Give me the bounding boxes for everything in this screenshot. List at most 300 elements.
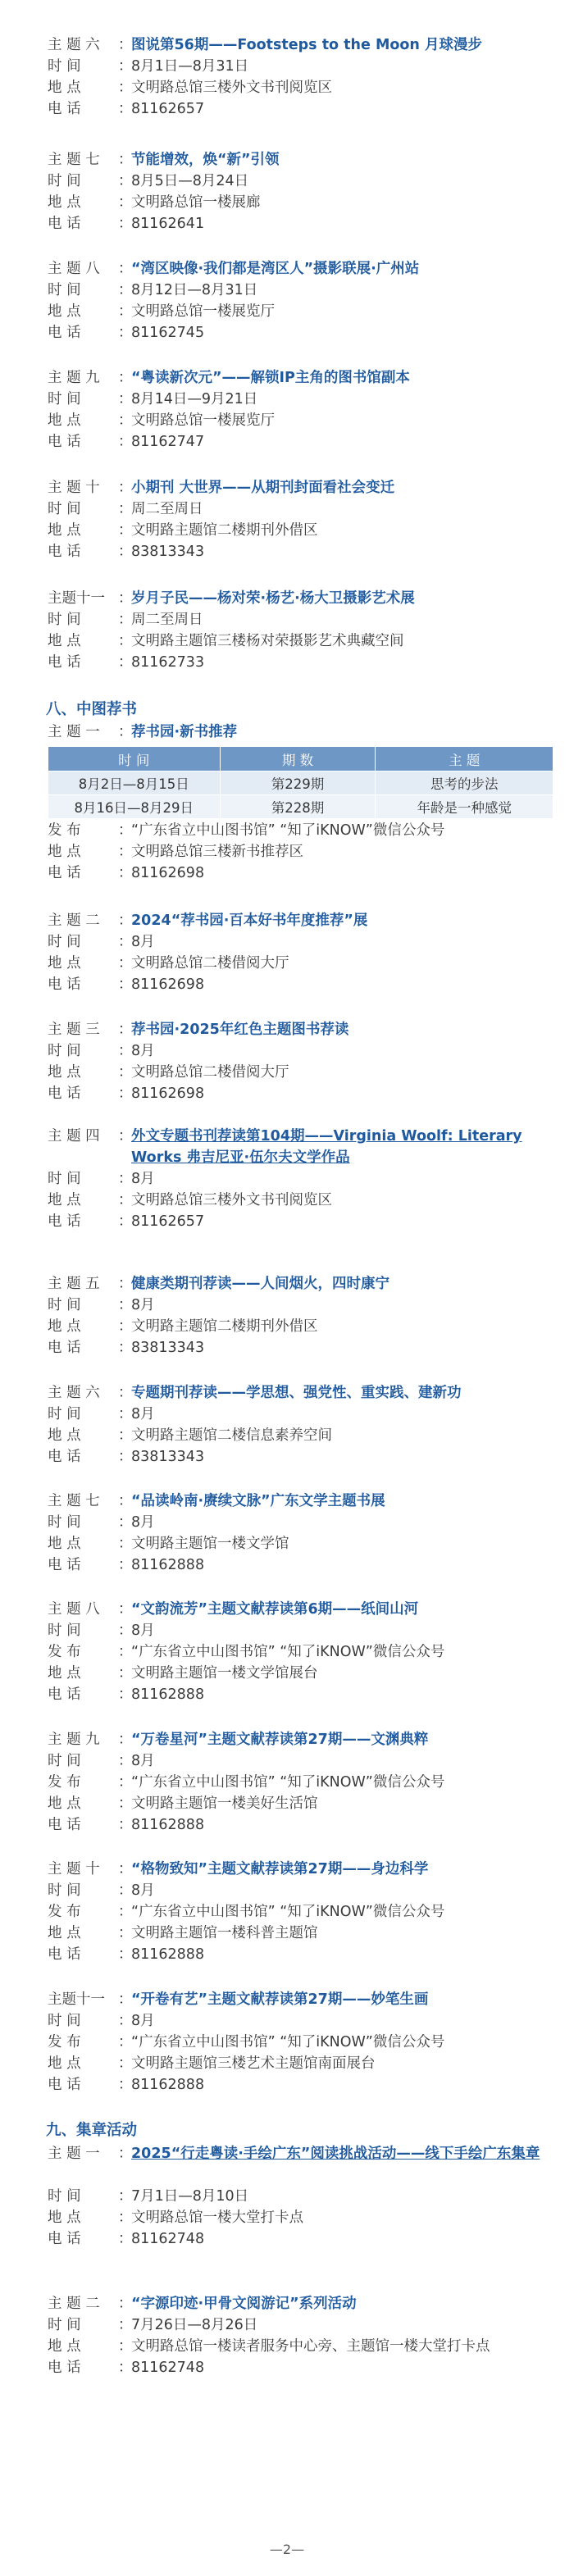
recommend-4-theme-colon: ： [118, 1128, 133, 1145]
book-recommend-table [48, 746, 554, 819]
recommend-7-time-colon: ： [118, 1514, 133, 1531]
recommend-8-theme-row [48, 1599, 552, 1620]
recommend-4-time-value: 8月 [131, 1171, 155, 1187]
exhibit-7-time-label: 时 间 [48, 173, 81, 189]
exhibit-10-phone-colon: ： [118, 544, 133, 560]
recommend-8-time-value: 8月 [131, 1623, 155, 1639]
recommend-2-phone-value: 81162698 [131, 976, 205, 993]
recommend-5-place-value: 文明路主题馆二楼期刊外借区 [131, 1318, 318, 1335]
exhibit-6-theme-colon: ： [118, 37, 133, 53]
recommend-2-phone-label: 电 话 [48, 976, 81, 993]
recommend-9-release-value: “广东省立中山图书馆” “知了iKNOW”微信公众号 [131, 1774, 445, 1791]
exhibit-10-place-value: 文明路主题馆二楼期刊外借区 [131, 522, 318, 539]
recommend-2-time-label: 时 间 [48, 934, 81, 950]
recommend-8-time-label: 时 间 [48, 1623, 81, 1639]
recommend-4-place-label: 地 点 [48, 1192, 81, 1208]
recommend-7-phone-colon: ： [118, 1557, 133, 1573]
recommend-8-time-row [48, 1620, 552, 1641]
exhibit-6-place-colon: ： [118, 80, 133, 96]
recommend-4-place-colon: ： [118, 1192, 133, 1208]
exhibit-11-phone-row [48, 652, 552, 673]
exhibit-9-time-colon: ： [118, 391, 133, 407]
recommend-10-phone-value: 81162888 [131, 1946, 205, 1963]
recommend-4-theme-label: 主 题 四 [48, 1128, 100, 1145]
recommend-2-time-value: 8月 [131, 934, 155, 950]
exhibit-7-theme-label: 主 题 七 [48, 152, 100, 168]
exhibit-10-phone-label: 电 话 [48, 544, 81, 560]
recommend-10-phone-row [48, 1944, 552, 1965]
exhibit-9-theme-colon: ： [118, 370, 133, 386]
recommend-4-phone-colon: ： [118, 1213, 133, 1230]
exhibit-7-theme-value: 节能增效，焕“新”引领 [131, 152, 280, 168]
recommend-1-place-value: 文明路总馆三楼新书推荐区 [131, 844, 303, 860]
recommend-9-theme-value: “万卷星河”主题文献荐读第27期——文渊典粹 [131, 1732, 429, 1748]
recommend-7-phone-value: 81162888 [131, 1557, 205, 1573]
recommend-11-phone-row [48, 2074, 552, 2096]
stamp-1-phone-label: 电 话 [48, 2231, 81, 2247]
recommend-9-time-colon: ： [118, 1753, 133, 1769]
recommend-10-time-label: 时 间 [48, 1882, 81, 1899]
exhibit-9-theme-value: “粤读新次元”——解锁IP主角的图书馆副本 [131, 370, 410, 386]
stamp-2-theme-label: 主 题 二 [48, 2296, 100, 2312]
stamp-2-place-label: 地 点 [48, 2338, 81, 2355]
recommend-1-place-label: 地 点 [48, 844, 81, 860]
exhibit-9-place-colon: ： [118, 412, 133, 429]
exhibit-7-entry [48, 149, 552, 234]
exhibit-9-phone-label: 电 话 [48, 434, 81, 450]
recommend-9-entry [48, 1729, 552, 1836]
exhibit-8-theme-value: “湾区映像·我们都是湾区人”摄影联展·广州站 [131, 261, 420, 277]
recommend-11-theme-row [48, 1989, 552, 2010]
stamp-2-place-value: 文明路总馆一楼读者服务中心旁、主题馆一楼大堂打卡点 [131, 2338, 490, 2355]
recommend-8-theme-colon: ： [118, 1601, 133, 1618]
exhibit-7-time-colon: ： [118, 173, 133, 189]
exhibit-8-entry [48, 258, 552, 344]
recommend-5-time-row [48, 1295, 552, 1316]
exhibit-11-phone-value: 81162733 [131, 654, 205, 671]
recommend-4-entry [48, 1126, 552, 1232]
exhibit-10-theme-colon: ： [118, 480, 133, 496]
stamp-2-phone-colon: ： [118, 2360, 133, 2376]
recommend-4-theme-row [48, 1126, 552, 1168]
exhibit-7-time-row [48, 171, 552, 192]
exhibit-10-theme-label: 主 题 十 [48, 480, 100, 496]
recommend-6-theme-label: 主 题 六 [48, 1385, 100, 1401]
recommend-11-theme-label: 主题十一 [48, 1991, 105, 2008]
section-heading-8: 八、中图荐书 [46, 701, 138, 718]
exhibit-6-entry [48, 34, 552, 120]
recommend-6-theme-row [48, 1382, 552, 1404]
exhibit-6-phone-row [48, 98, 552, 120]
stamp-2-time-value: 7月26日—8月26日 [131, 2317, 258, 2333]
exhibit-11-theme-value: 岁月子民——杨对荣·杨艺·杨大卫摄影艺术展 [131, 590, 415, 607]
recommend-3-phone-value: 81162698 [131, 1085, 205, 1102]
recommend-8-phone-row [48, 1684, 552, 1705]
table-header-cell: 期 数 [220, 747, 376, 771]
exhibit-8-theme-row [48, 258, 552, 280]
recommend-1-details [48, 820, 552, 884]
recommend-9-place-row [48, 1793, 552, 1814]
recommend-11-release-row [48, 2032, 552, 2053]
recommend-3-theme-row [48, 1019, 552, 1040]
recommend-11-phone-colon: ： [118, 2077, 133, 2093]
table-header-cell: 时 间 [48, 747, 221, 771]
exhibit-6-place-value: 文明路总馆三楼外文书刊阅览区 [131, 80, 332, 96]
recommend-10-place-row [48, 1923, 552, 1944]
recommend-9-release-colon: ： [118, 1774, 133, 1791]
recommend-10-entry [48, 1859, 552, 1965]
exhibit-8-place-row [48, 301, 552, 322]
exhibit-8-theme-colon: ： [118, 261, 133, 277]
stamp-2-place-row [48, 2336, 552, 2357]
recommend-10-place-label: 地 点 [48, 1925, 81, 1941]
exhibit-9-theme-label: 主 题 九 [48, 370, 100, 386]
recommend-6-time-label: 时 间 [48, 1406, 81, 1422]
recommend-6-place-label: 地 点 [48, 1427, 81, 1444]
recommend-1-phone-label: 电 话 [48, 865, 81, 881]
exhibit-7-phone-label: 电 话 [48, 216, 81, 232]
exhibit-11-theme-label: 主题十一 [48, 590, 105, 607]
stamp-2-phone-row [48, 2357, 552, 2378]
recommend-10-release-colon: ： [118, 1904, 133, 1920]
exhibit-6-time-row [48, 56, 552, 77]
exhibit-8-theme-label: 主 题 八 [48, 261, 100, 277]
recommend-9-place-label: 地 点 [48, 1795, 81, 1812]
exhibit-7-phone-row [48, 213, 552, 234]
recommend-11-time-value: 8月 [131, 2013, 155, 2029]
recommend-3-time-label: 时 间 [48, 1043, 81, 1059]
stamp-2-theme-row [48, 2293, 552, 2314]
stamp-1-place-colon: ： [118, 2210, 133, 2226]
exhibit-8-place-colon: ： [118, 303, 133, 320]
exhibit-6-phone-value: 81162657 [131, 101, 205, 117]
recommend-8-phone-colon: ： [118, 1686, 133, 1703]
exhibit-10-place-colon: ： [118, 522, 133, 539]
recommend-9-phone-value: 81162888 [131, 1817, 205, 1833]
recommend-3-phone-label: 电 话 [48, 1085, 81, 1102]
recommend-5-time-label: 时 间 [48, 1297, 81, 1313]
recommend-5-place-row [48, 1316, 552, 1337]
recommend-3-theme-colon: ： [118, 1022, 133, 1038]
recommend-7-place-label: 地 点 [48, 1536, 81, 1552]
stamp-1-phone-colon: ： [118, 2231, 133, 2247]
exhibit-10-place-label: 地 点 [48, 522, 81, 539]
recommend-2-place-label: 地 点 [48, 955, 81, 972]
exhibit-9-phone-row [48, 431, 552, 453]
recommend-5-theme-row [48, 1273, 552, 1295]
recommend-8-release-value: “广东省立中山图书馆” “知了iKNOW”微信公众号 [131, 1644, 445, 1660]
recommend-1-phone-value: 81162698 [131, 865, 205, 881]
exhibit-11-entry [48, 588, 552, 673]
recommend-11-time-row [48, 2010, 552, 2032]
exhibit-8-phone-colon: ： [118, 325, 133, 341]
recommend-10-theme-colon: ： [118, 1861, 133, 1877]
recommend-6-theme-value: 专题期刊荐读——学思想、强党性、重实践、建新功 [131, 1385, 462, 1401]
recommend-5-theme-colon: ： [118, 1276, 133, 1292]
stamp-1-phone-row [48, 2228, 552, 2250]
recommend-11-place-colon: ： [118, 2055, 133, 2072]
recommend-11-entry [48, 1989, 552, 2096]
stamp-2-place-colon: ： [118, 2338, 133, 2355]
recommend-4-phone-value: 81162657 [131, 1213, 205, 1230]
recommend-10-place-value: 文明路主题馆一楼科普主题馆 [131, 1925, 318, 1941]
exhibit-8-time-colon: ： [118, 282, 133, 298]
table-cell: 8月2日—8月15日 [48, 771, 221, 795]
recommend-1-release-value: “广东省立中山图书馆” “知了iKNOW”微信公众号 [131, 822, 445, 839]
page-number: —2— [269, 2542, 305, 2557]
recommend-1-place-colon: ： [118, 844, 133, 860]
exhibit-10-theme-value: 小期刊 大世界——从期刊封面看社会变迁 [131, 480, 395, 496]
recommend-7-theme-row [48, 1491, 552, 1512]
recommend-11-phone-value: 81162888 [131, 2077, 205, 2093]
recommend-6-phone-colon: ： [118, 1449, 133, 1465]
recommend-3-phone-row [48, 1083, 552, 1104]
recommend-10-phone-colon: ： [118, 1946, 133, 1963]
recommend-9-time-value: 8月 [131, 1753, 155, 1769]
stamp-2-theme-colon: ： [118, 2296, 133, 2312]
recommend-11-theme-colon: ： [118, 1991, 133, 2008]
exhibit-6-place-label: 地 点 [48, 80, 81, 96]
recommend-5-time-colon: ： [118, 1297, 133, 1313]
exhibit-11-theme-colon: ： [118, 590, 133, 607]
stamp-2-phone-value: 81162748 [131, 2360, 205, 2376]
recommend-9-phone-colon: ： [118, 1817, 133, 1833]
recommend-8-place-label: 地 点 [48, 1665, 81, 1682]
stamp-2-phone-label: 电 话 [48, 2360, 81, 2376]
recommend-7-place-colon: ： [118, 1536, 133, 1552]
exhibit-6-time-colon: ： [118, 58, 133, 75]
exhibit-8-place-value: 文明路总馆一楼展览厅 [131, 303, 275, 320]
exhibit-11-place-colon: ： [118, 633, 133, 649]
recommend-6-entry [48, 1382, 552, 1468]
table-cell: 第228期 [220, 795, 376, 819]
recommend-6-phone-label: 电 话 [48, 1449, 81, 1465]
exhibit-8-time-row [48, 280, 552, 301]
stamp-1-place-label: 地 点 [48, 2210, 81, 2226]
recommend-9-time-label: 时 间 [48, 1753, 81, 1769]
recommend-4-time-colon: ： [118, 1171, 133, 1187]
recommend-11-release-value: “广东省立中山图书馆” “知了iKNOW”微信公众号 [131, 2034, 445, 2050]
recommend-7-theme-colon: ： [118, 1493, 133, 1509]
exhibit-7-phone-colon: ： [118, 216, 133, 232]
exhibit-8-phone-value: 81162745 [131, 325, 205, 341]
recommend-2-theme-row [48, 910, 552, 931]
recommend-3-place-row [48, 1062, 552, 1083]
exhibit-11-phone-colon: ： [118, 654, 133, 671]
recommend-4-time-row [48, 1168, 552, 1190]
recommend-10-release-value: “广东省立中山图书馆” “知了iKNOW”微信公众号 [131, 1904, 445, 1920]
recommend-7-time-label: 时 间 [48, 1514, 81, 1531]
recommend-11-release-colon: ： [118, 2034, 133, 2050]
section-heading-9: 九、集章活动 [46, 2122, 138, 2139]
exhibit-10-place-row [48, 520, 552, 541]
recommend-3-entry [48, 1019, 552, 1104]
recommend-5-phone-row [48, 1337, 552, 1359]
recommend-3-place-value: 文明路总馆二楼借阅大厅 [131, 1064, 289, 1081]
recommend-2-time-colon: ： [118, 934, 133, 950]
stamp-1-theme-colon: ： [118, 2146, 133, 2162]
recommend-1-theme-colon: ： [118, 724, 133, 740]
recommend-9-theme-colon: ： [118, 1732, 133, 1748]
recommend-8-theme-value: “文韵流芳”主题文献荐读第6期——纸间山河 [131, 1601, 419, 1618]
exhibit-11-time-label: 时 间 [48, 612, 81, 628]
exhibit-9-time-value: 8月14日—9月21日 [131, 391, 258, 407]
exhibit-7-place-colon: ： [118, 194, 133, 211]
exhibit-8-time-label: 时 间 [48, 282, 81, 298]
recommend-5-phone-colon: ： [118, 1340, 133, 1356]
recommend-3-time-colon: ： [118, 1043, 133, 1059]
exhibit-6-theme-value: 图说第56期——Footsteps to the Moon 月球漫步 [131, 37, 482, 53]
stamp-2-theme-value: “字源印迹·甲骨文阅游记”系列活动 [131, 2296, 357, 2312]
recommend-9-release-row [48, 1772, 552, 1793]
exhibit-7-time-value: 8月5日—8月24日 [131, 173, 249, 189]
recommend-1-phone-row [48, 862, 552, 884]
recommend-5-theme-value: 健康类期刊荐读——人间烟火，四时康宁 [131, 1276, 390, 1292]
recommend-1-release-row [48, 820, 552, 841]
recommend-7-theme-value: “品读岭南·赓续文脉”广东文学主题书展 [131, 1493, 385, 1509]
exhibit-8-time-value: 8月12日—8月31日 [131, 282, 258, 298]
recommend-1-theme-value: 荐书园·新书推荐 [131, 724, 238, 740]
exhibit-10-phone-row [48, 541, 552, 562]
exhibit-8-phone-label: 电 话 [48, 325, 81, 341]
recommend-8-place-colon: ： [118, 1665, 133, 1682]
recommend-10-place-colon: ： [118, 1925, 133, 1941]
stamp-2-time-row [48, 2314, 552, 2336]
recommend-9-theme-label: 主 题 九 [48, 1732, 100, 1748]
recommend-6-place-row [48, 1425, 552, 1446]
exhibit-6-phone-colon: ： [118, 101, 133, 117]
table-cell: 8月16日—8月29日 [48, 795, 221, 819]
exhibit-8-place-label: 地 点 [48, 303, 81, 320]
recommend-4-place-row [48, 1190, 552, 1211]
recommend-8-release-row [48, 1641, 552, 1663]
recommend-1-theme-label: 主 题 一 [48, 724, 100, 740]
stamp-1-place-value: 文明路总馆一楼大堂打卡点 [131, 2210, 303, 2226]
recommend-7-entry [48, 1491, 552, 1576]
recommend-7-time-value: 8月 [131, 1514, 155, 1531]
recommend-8-phone-label: 电 话 [48, 1686, 81, 1703]
recommend-9-place-value: 文明路主题馆一楼美好生活馆 [131, 1795, 318, 1812]
stamp-1-theme-row [48, 2143, 552, 2186]
recommend-4-phone-row [48, 1211, 552, 1232]
recommend-11-place-value: 文明路主题馆三楼艺术主题馆南面展台 [131, 2055, 376, 2072]
recommend-8-entry [48, 1599, 552, 1705]
recommend-7-time-row [48, 1512, 552, 1533]
recommend-3-time-row [48, 1040, 552, 1062]
table-cell: 年龄是一种感觉 [376, 795, 554, 819]
recommend-1-entry [48, 721, 552, 743]
recommend-8-phone-value: 81162888 [131, 1686, 205, 1703]
exhibit-9-phone-colon: ： [118, 434, 133, 450]
exhibit-7-place-row [48, 192, 552, 213]
stamp-1-time-label: 时 间 [48, 2188, 81, 2205]
recommend-1-release-label: 发 布 [48, 822, 81, 839]
recommend-2-place-row [48, 953, 552, 974]
recommend-8-release-label: 发 布 [48, 1644, 81, 1660]
recommend-6-place-colon: ： [118, 1427, 133, 1444]
recommend-4-phone-label: 电 话 [48, 1213, 81, 1230]
exhibit-9-theme-row [48, 367, 552, 389]
exhibit-9-place-row [48, 410, 552, 431]
stamp-1-time-value: 7月1日—8月10日 [131, 2188, 249, 2205]
recommend-2-phone-row [48, 974, 552, 995]
exhibit-10-entry [48, 477, 552, 562]
exhibit-11-phone-label: 电 话 [48, 654, 81, 671]
recommend-7-place-value: 文明路主题馆一楼文学馆 [131, 1536, 289, 1552]
recommend-7-phone-row [48, 1554, 552, 1576]
stamp-1-theme-value: 2025“行走粤读·手绘广东”阅读挑战活动——线下手绘广东集章 [131, 2146, 540, 2162]
exhibit-9-time-label: 时 间 [48, 391, 81, 407]
recommend-7-theme-label: 主 题 七 [48, 1493, 100, 1509]
exhibit-9-phone-value: 81162747 [131, 434, 205, 450]
recommend-3-theme-value: 荐书园·2025年红色主题图书荐读 [131, 1022, 349, 1038]
stamp-2-entry [48, 2293, 552, 2378]
exhibit-11-time-value: 周二至周日 [131, 612, 203, 628]
table-cell: 第229期 [220, 771, 376, 795]
recommend-1-theme-row [48, 721, 552, 743]
stamp-1-place-row [48, 2207, 552, 2228]
recommend-2-theme-label: 主 题 二 [48, 913, 100, 929]
recommend-6-time-colon: ： [118, 1406, 133, 1422]
recommend-9-theme-row [48, 1729, 552, 1750]
stamp-1-time-colon: ： [118, 2188, 133, 2205]
recommend-5-time-value: 8月 [131, 1297, 155, 1313]
recommend-11-time-label: 时 间 [48, 2013, 81, 2029]
exhibit-10-phone-value: 83813343 [131, 544, 205, 560]
recommend-6-phone-value: 83813343 [131, 1449, 205, 1465]
recommend-5-place-label: 地 点 [48, 1318, 81, 1335]
recommend-4-place-value: 文明路总馆三楼外文书刊阅览区 [131, 1192, 332, 1208]
exhibit-11-place-value: 文明路主题馆三楼杨对荣摄影艺术典藏空间 [131, 633, 404, 649]
recommend-10-release-row [48, 1901, 552, 1923]
exhibit-7-theme-colon: ： [118, 152, 133, 168]
exhibit-10-time-value: 周二至周日 [131, 501, 203, 517]
recommend-9-release-label: 发 布 [48, 1774, 81, 1791]
exhibit-9-place-value: 文明路总馆一楼展览厅 [131, 412, 275, 429]
recommend-5-phone-label: 电 话 [48, 1340, 81, 1356]
stamp-1-time-row [48, 2186, 552, 2207]
table-row [48, 771, 554, 795]
recommend-5-theme-label: 主 题 五 [48, 1276, 100, 1292]
stamp-2-time-label: 时 间 [48, 2317, 81, 2333]
recommend-3-place-label: 地 点 [48, 1064, 81, 1081]
exhibit-11-place-row [48, 630, 552, 652]
recommend-10-time-row [48, 1880, 552, 1901]
recommend-2-theme-colon: ： [118, 913, 133, 929]
recommend-1-place-row [48, 841, 552, 862]
exhibit-10-time-row [48, 498, 552, 520]
recommend-5-entry [48, 1273, 552, 1359]
recommend-6-time-value: 8月 [131, 1406, 155, 1422]
recommend-10-phone-label: 电 话 [48, 1946, 81, 1963]
recommend-11-release-label: 发 布 [48, 2034, 81, 2050]
exhibit-10-theme-row [48, 477, 552, 498]
recommend-11-theme-value: “开卷有艺”主题文献荐读第27期——妙笔生画 [131, 1991, 429, 2008]
stamp-2-time-colon: ： [118, 2317, 133, 2333]
recommend-2-time-row [48, 931, 552, 953]
recommend-5-phone-value: 83813343 [131, 1340, 205, 1356]
recommend-9-phone-row [48, 1814, 552, 1836]
stamp-1-theme-label: 主 题 一 [48, 2146, 100, 2162]
table-cell: 思考的步法 [376, 771, 554, 795]
recommend-2-phone-colon: ： [118, 976, 133, 993]
recommend-7-place-row [48, 1533, 552, 1554]
recommend-10-time-colon: ： [118, 1882, 133, 1899]
recommend-10-theme-value: “格物致知”主题文献荐读第27期——身边科学 [131, 1861, 429, 1877]
exhibit-6-theme-label: 主 题 六 [48, 37, 100, 53]
recommend-11-phone-label: 电 话 [48, 2077, 81, 2093]
recommend-7-phone-label: 电 话 [48, 1557, 81, 1573]
